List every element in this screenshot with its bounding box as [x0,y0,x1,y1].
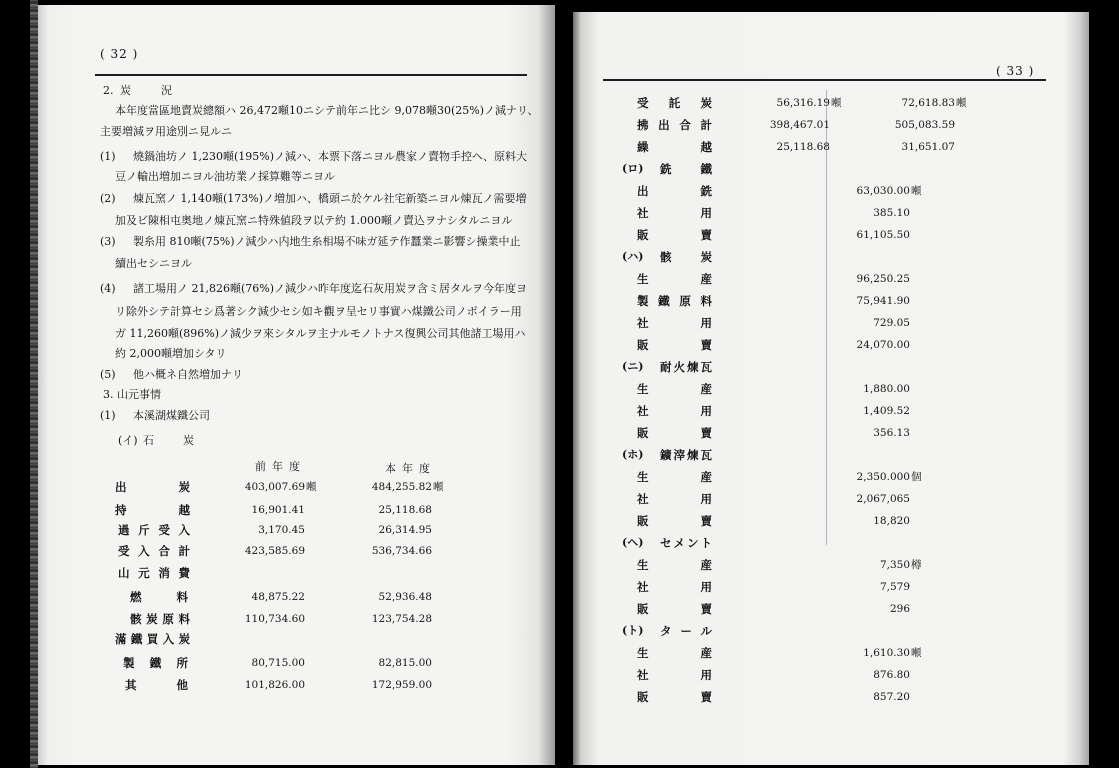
item-line: ガ 11,260噸(896%)ノ減少ヲ來シタルヲ主ナルモノトナス復興公司其他諸工場用ハ [115,327,526,340]
this-year-value: 1,610.30 [863,647,910,659]
table-row [38,678,555,692]
item-line: 約 2,000噸増加シタリ [115,347,227,360]
table-row [573,426,1089,440]
table-row [573,382,1089,396]
paragraph-line: 本年度當區地賣炭總額ハ 26,472噸10ニシテ前年ニ比シ 9,078噸30(25%)ノ減ナリ、 [115,104,539,117]
this-year-value: 25,118.68 [378,504,432,516]
this-year-value: 75,941.90 [856,295,910,307]
this-year-value: 729.05 [873,317,910,329]
table-row [573,558,1089,572]
group-header [573,162,1089,176]
unit-label: 噸 [911,647,922,659]
row-label: 骸炭原料 [130,612,190,626]
table-row [38,503,555,517]
this-year-value: 385.10 [873,207,910,219]
this-year-value: 2,350.000 [856,471,910,483]
table-row [38,632,555,646]
row-label: 生産 [637,382,712,396]
this-year-value: 296 [889,603,910,615]
row-label: 販賣 [637,338,712,352]
row-label: 燃料 [130,590,188,604]
table-row [573,646,1089,660]
table-row [573,184,1089,198]
this-year-value: 123,754.28 [371,613,432,625]
group-marker: (ヘ) [622,536,644,549]
row-label: 販賣 [637,426,712,440]
table-row [38,544,555,558]
item-line: 諸工場用ノ 21,826噸(76%)ノ減少ハ昨年度迄石灰用炭ヲ含ミ居タルヲ今年度ヨ [133,282,528,295]
item-line: 燒鍋油坊ノ 1,230噸(195%)ノ減ハ、本票下落ニヨル農家ノ賣物手控ヘ、原料大 [133,150,528,163]
this-year-value: 72,618.83 [901,97,955,109]
item-line: 加及ビ陳相屯奥地ノ煉瓦窯ニ特殊値段ヲ以テ約 1.000噸ノ賣込ヲナシタルニヨル [115,214,513,227]
item-line: 續出セシニヨル [115,257,192,270]
group-marker: (ホ) [622,448,644,461]
prev-year-value: 403,007.69 [244,481,305,493]
row-label: 山元消費 [118,566,190,580]
table-row [573,316,1089,330]
section-heading: 3. 山元事情 [103,388,161,401]
table-row [573,492,1089,506]
row-label: 生産 [637,646,712,660]
row-label: 過斤受入 [118,523,190,537]
row-label: 生産 [637,470,712,484]
this-year-value: 7,350 [879,559,910,571]
this-year-value: 356.13 [873,427,910,439]
this-year-value: 505,083.59 [894,119,955,131]
header-rule [603,79,1046,81]
prev-year-value: 80,715.00 [251,657,305,669]
group-title: 鑛滓煉瓦 [660,448,712,462]
group-marker: (ト) [622,624,644,637]
row-label: 拂出合計 [637,118,712,132]
subsection-title: 本溪湖煤鐵公司 [133,409,210,422]
paragraph-line: 主要増減ヲ用途別ニ見ルニ [100,125,232,138]
column-header-this-year: 本年度 [385,462,436,475]
row-label: 社用 [637,492,712,506]
unit-label: 噸 [433,481,444,493]
row-label: 製鐵所 [123,656,188,670]
header-rule [95,74,527,76]
prev-year-value: 3,170.45 [258,524,305,536]
this-year-value: 18,820 [873,515,910,527]
table-row [38,523,555,537]
row-label: 受託炭 [637,96,712,110]
group-title: タール [660,624,712,638]
this-year-value: 2,067,065 [856,493,910,505]
this-year-value: 1,409.52 [863,405,910,417]
item-number: (1) [100,150,116,163]
column-header-prev-year: 前年度 [255,460,306,473]
this-year-value: 24,070.00 [856,339,910,351]
scan-edge [30,0,38,768]
subsubsection-title: 石炭 [143,434,194,447]
this-year-value: 52,936.48 [378,591,432,603]
item-line: 煉瓦窯ノ 1,140噸(173%)ノ増加ハ、橋頭ニ於ケル社宅新築ニヨル煉瓦ノ需要増 [133,192,527,205]
row-label: 出炭 [115,480,190,494]
table-row [573,228,1089,242]
row-label: 製鐵原料 [637,294,712,308]
prev-year-value: 110,734.60 [244,613,305,625]
unit-label: 樽 [911,559,922,571]
table-row [38,590,555,604]
row-label: 繰越 [637,140,712,154]
table-row [573,272,1089,286]
row-label: 社用 [637,668,712,682]
this-year-value: 7,579 [879,581,910,593]
section-number: 2. [103,84,114,97]
row-label: 社用 [637,206,712,220]
page-number: ( 32 ) [100,47,139,61]
table-row [38,480,555,494]
table-row [573,580,1089,594]
group-header [573,448,1089,462]
item-line: 豆ノ輸出増加ニヨル油坊業ノ採算難等ニヨル [115,170,335,183]
table-row [573,404,1089,418]
unit-label: 噸 [956,97,967,109]
this-year-value: 876.80 [873,669,910,681]
table-row [573,470,1089,484]
this-year-value: 96,250.25 [856,273,910,285]
left-page [38,5,555,765]
table-row [38,612,555,626]
item-line: 他ハ概ネ自然増加ナリ [133,368,243,381]
item-line: 製糸用 810噸(75%)ノ減少ハ内地生糸相場不味ガ延テ作蠶業ニ影響シ操業中止 [133,235,521,248]
row-label: 持越 [115,503,190,517]
table-row [573,294,1089,308]
row-label: 社用 [637,404,712,418]
group-header [573,360,1089,374]
row-label: 販賣 [637,514,712,528]
this-year-value: 536,734.66 [371,545,432,557]
prev-year-value: 48,875.22 [251,591,305,603]
row-label: 受入合計 [118,544,190,558]
table-row [573,96,1089,110]
prev-year-value: 16,901.41 [251,504,305,516]
table-row [573,118,1089,132]
row-label: 出銑 [637,184,712,198]
row-label: 販賣 [637,602,712,616]
section-heading: 炭況 [120,84,172,97]
row-label: 販賣 [637,228,712,242]
table-row [573,668,1089,682]
group-title: 骸炭 [660,250,712,264]
table-row [38,566,555,580]
group-title: 耐火煉瓦 [660,360,712,374]
this-year-value: 484,255.82 [371,481,432,493]
table-row [573,602,1089,616]
item-number: (4) [100,282,116,295]
group-header [573,624,1089,638]
prev-year-value: 398,467.01 [769,119,830,131]
this-year-value: 172,959.00 [371,679,432,691]
row-label: 社用 [637,580,712,594]
this-year-value: 63,030.00 [856,185,910,197]
unit-label: 噸 [911,185,922,197]
group-title: セメント [660,536,712,550]
table-row [573,514,1089,528]
unit-label: 噸 [831,97,842,109]
unit-label: 個 [911,471,922,483]
item-number: (2) [100,192,116,205]
table-row [573,206,1089,220]
table-row [573,140,1089,154]
subsubsection-number: (イ) [118,434,138,447]
group-header [573,250,1089,264]
row-label: 滿鐵買入炭 [115,632,190,646]
row-label: 社用 [637,316,712,330]
row-label: 其他 [125,678,188,692]
unit-label: 噸 [306,481,317,493]
this-year-value: 857.20 [873,691,910,703]
item-line: リ除外シテ計算セシ爲著シク減少セシ如キ觀ヲ呈セリ事實ハ煤鐵公司ノボイラー用 [115,305,522,318]
item-number: (5) [100,368,116,381]
page-number: ( 33 ) [996,64,1035,78]
prev-year-value: 56,316.19 [776,97,830,109]
subsection-number: (1) [100,409,116,422]
row-label: 生産 [637,558,712,572]
group-header [573,536,1089,550]
right-page [573,12,1089,765]
this-year-value: 1,880.00 [863,383,910,395]
table-row [38,656,555,670]
this-year-value: 61,105.50 [856,229,910,241]
this-year-value: 31,651.07 [901,141,955,153]
row-label: 生産 [637,272,712,286]
group-marker: (ニ) [622,360,644,373]
table-row [573,690,1089,704]
group-title: 銑鐵 [660,162,712,176]
group-marker: (ハ) [622,250,644,263]
prev-year-value: 423,585.69 [244,545,305,557]
this-year-value: 26,314.95 [378,524,432,536]
prev-year-value: 101,826.00 [244,679,305,691]
row-label: 販賣 [637,690,712,704]
item-number: (3) [100,235,116,248]
prev-year-value: 25,118.68 [776,141,830,153]
group-marker: (ロ) [622,162,644,175]
this-year-value: 82,815.00 [378,657,432,669]
table-row [573,338,1089,352]
